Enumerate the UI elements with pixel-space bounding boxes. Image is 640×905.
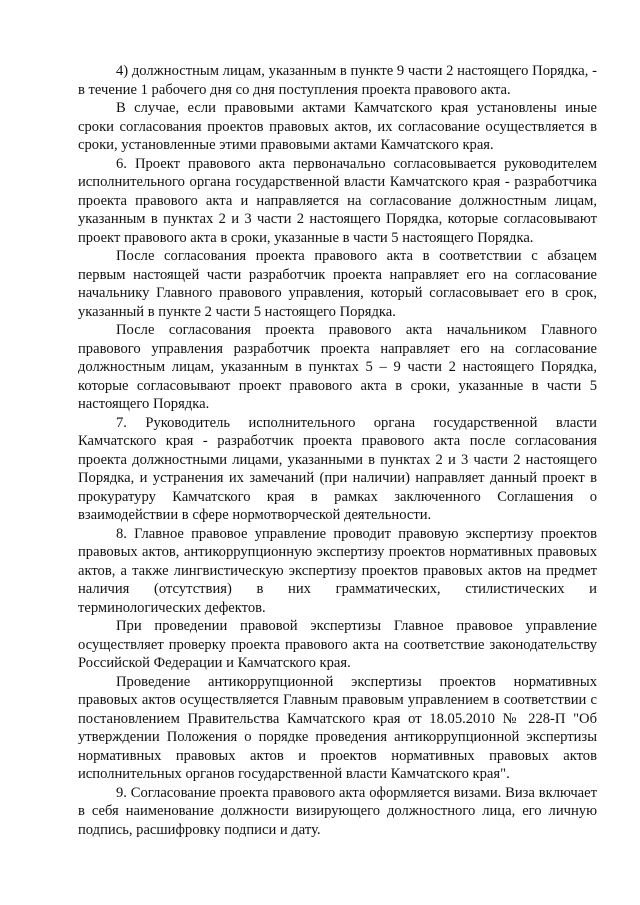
paragraph-9-visas: 9. Согласование проекта правового акта оформляется визами. Виза включает в себя наименование должности визирующего должностного лица, его личную подпись, расшифровку подписи и дату. bbox=[78, 784, 597, 838]
paragraph-other-deadlines: В случае, если правовыми актами Камчатского края установлены иные сроки согласования проектов правовых актов, их согласование осуществляется в сроки, установленные этими правовыми актами Камчатского края. bbox=[78, 100, 597, 153]
paragraph-anticorruption-expertise: Проведение антикоррупционной экспертизы проектов нормативных правовых актов осуществляется Главным правовым управлением в соответствии с постановлением Правительства Камчатского края от 18.05.2010 № 228-П "Об утверждении Положения о порядке проведения антикоррупционной экспертизы нормативных правовых актов и проектов нормативных правовых актов исполнительных органов государственной власти Камчатского края". bbox=[78, 673, 597, 782]
paragraph-legal-dept-approval: После согласования проекта правового акта в соответствии с абзацем первым настоящей части разработчик проекта направляет его на согласование начальнику Главного правового управления, который согласовывает его в срок, указанный в пункте 2 части 5 настоящего Порядка. bbox=[78, 248, 597, 320]
paragraph-8-expertise: 8. Главное правовое управление проводит правовую экспертизу проектов правовых актов, антикоррупционную экспертизу проектов нормативных правовых актов, а также лингвистическую экспертизу проектов правовых актов на предмет наличия (отсутствия) в них грамматических, стилистических и терминологических дефектов. bbox=[78, 525, 597, 616]
paragraph-item-4-deadline: 4) должностным лицам, указанным в пункте 9 части 2 настоящего Порядка, - в течение 1 рабочего дня со дня поступления проекта правового акта. bbox=[78, 63, 597, 98]
document-page bbox=[78, 62, 597, 839]
paragraph-legal-expertise: При проведении правовой экспертизы Главное правовое управление осуществляет проверку проекта правового акта на соответствие законодательству Российской Федерации и Камчатского края. bbox=[78, 618, 597, 671]
paragraph-further-approval: После согласования проекта правового акта начальником Главного правового управления разработчик проекта направляет его на согласование должностным лицам, указанным в пунктах 5 – 9 части 2 настоящего Порядка, которые согласовывают проект правового акта в сроки, указанные в части 5 настоящего Порядка. bbox=[78, 322, 597, 412]
paragraph-6-initial-approval: 6. Проект правового акта первоначально согласовывается руководителем исполнительного органа государственной власти Камчатского края - разработчика проекта правового акта и направляется на согласование должностным лицам, указанным в пунктах 2 и 3 части 2 настоящего Порядка, которые согласовывают проект правового акта в сроки, указанные в части 5 настоящего Порядка. bbox=[78, 155, 597, 246]
paragraph-7-prosecutor: 7. Руководитель исполнительного органа государственной власти Камчатского края - разработчик проекта правового акта после согласования проекта должностными лицами, указанными в пунктах 2 и 3 части 2 настоящего Порядка, и устранения их замечаний (при наличии) направляет данный проект в прокуратуру Камчатского края в рамках заключенного Соглашения о взаимодействии в сфере нормотворческой деятельности. bbox=[78, 414, 597, 523]
